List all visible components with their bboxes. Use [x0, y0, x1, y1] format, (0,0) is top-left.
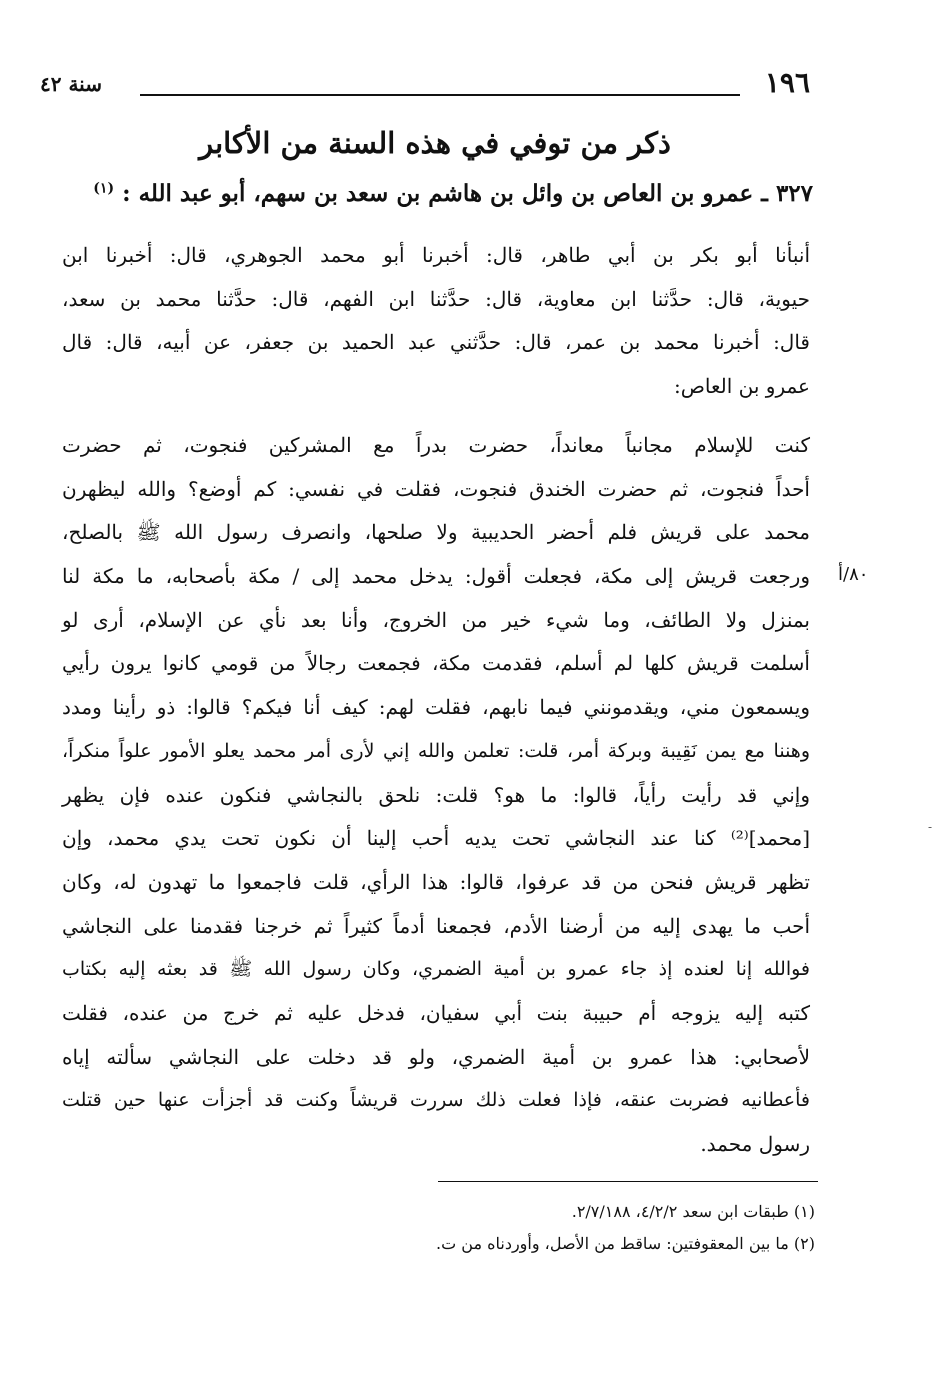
text-line: تظهر قريش فنحن من قد عرفوا، قالوا: هذا الرأي، قلت فاجمعوا ما تهدون له، وكان — [62, 869, 810, 894]
running-head-year: سنة ٤٢ — [40, 72, 102, 96]
page-header — [40, 66, 810, 106]
text-line: وإني قد رأيت رأياً، قالوا: ما هو؟ قلت: نلحق بالنجاشي فنكون عنده فإن يظهر — [62, 782, 810, 807]
text-line: لأصحابي: هذا عمرو بن أمية الضمري، ولو قد دخلت على النجاشي سألته إياه — [62, 1044, 810, 1069]
text-line: حيوية، قال: حدَّثنا ابن معاوية، قال: حدَّثنا ابن الفهم، قال: حدَّثنا محمد بن سعد، — [62, 286, 810, 311]
text-line: ويسمعون مني، ويقدمونني فيما نابهم، فقلت لهم: كيف أنا فيكم؟ قالوا: ذو رأينا ومدد — [62, 695, 810, 720]
text-line: رسول محمد. — [700, 1132, 810, 1156]
footnotes — [135, 1196, 815, 1260]
text-line: أحب ما يهدى إليه من أرضنا الأدم، فجمعنا أدماً كثيراً ثم خرجنا فقدمنا على النجاشي — [62, 913, 810, 938]
margin-folio-note: ٨٠/أ — [838, 564, 869, 585]
edge-mark: - — [928, 820, 933, 834]
text-line: كتبه إليه يزوجه أم حبيبة بنت أبي سفيان، فدخل عليه ثم خرج من عنده، فقلت — [62, 1000, 810, 1025]
paragraph-narrative — [62, 424, 810, 1167]
entry-footnote-ref: (١) — [93, 180, 115, 197]
footnote-1: (١) طبقات ابن سعد ٤/٢/٢، ٢/٧/١٨٨. — [571, 1202, 815, 1221]
text-line: فأعطانيه فضربت عنقه، فإذا فعلت ذلك سررت قريشاً وكنت قد أجزأت عنها حين قتلت — [62, 1089, 810, 1112]
text-line: محمد على قريش فلم أحضر الحديبية ولا صلحها، وانصرف رسول الله ﷺ بالصلح، — [62, 520, 810, 545]
text-line: بمنزل ولا الطائف، وما شيء خير من الخروج، وأنا بعد نأي عن الإسلام، أرى لو — [62, 607, 810, 632]
text-line: وهننا مع يمن نَقِيبة وبركة أمر، قلت: تعلمن والله إني لأرى أمر محمد يعلو الأمور علواً منكراً، — [62, 739, 810, 762]
text-line: فوالله إنا لعنده إذ جاء عمرو بن أمية الضمري، وكان رسول الله ﷺ قد بعثه إليه بكتاب — [62, 958, 810, 981]
text-line: ورجعت قريش إلى مكة، فجعلت أقول: يدخل محمد إلى / مكة بأصحابه، ما مكة لنا — [62, 564, 810, 589]
entry-title-text: ٣٢٧ ـ عمرو بن العاص بن وائل بن هاشم بن سعد بن سهم، أبو عبد الله : — [122, 180, 813, 207]
footnote-2: (٢) ما بين المعقوفتين: ساقط من الأصل، وأوردناه من ت. — [436, 1234, 815, 1253]
section-title: ذكر من توفي في هذه السنة من الأكابر — [199, 126, 671, 160]
text-line: [محمد]⁽²⁾ كنا عند النجاشي تحت يديه أحب إلينا أن نكون تحت يدي محمد، وإن — [62, 826, 810, 851]
text-line: عمرو بن العاص: — [673, 374, 810, 399]
header-rule — [140, 94, 740, 96]
text-line: أنبأنا أبو بكر بن أبي طاهر، قال: أخبرنا أبو محمد الجوهري، قال: أخبرنا ابن — [62, 243, 810, 267]
text-line: كنت للإسلام مجانباً معانداً، حضرت بدراً مع المشركين فنجوت، ثم حضرت — [62, 433, 810, 457]
entry-title — [93, 180, 813, 207]
text-line: أحداً فنجوت، ثم حضرت الخندق فنجوت، فقلت في نفسي: كم أوضع؟ والله ليظهرن — [62, 476, 810, 501]
text-line: أسلمت قريش كلها لم أسلم، فقدمت مكة، فجمعت رجالاً من قومي كانوا يرون رأيي — [62, 651, 810, 676]
text-line: قال: أخبرنا محمد بن عمر، قال: حدَّثني عبد الحميد بن جعفر، عن أبيه، قال: قال — [62, 330, 810, 355]
page-number: ١٩٦ — [764, 66, 810, 99]
paragraph-isnad — [62, 234, 810, 409]
footnote-rule — [438, 1181, 818, 1182]
